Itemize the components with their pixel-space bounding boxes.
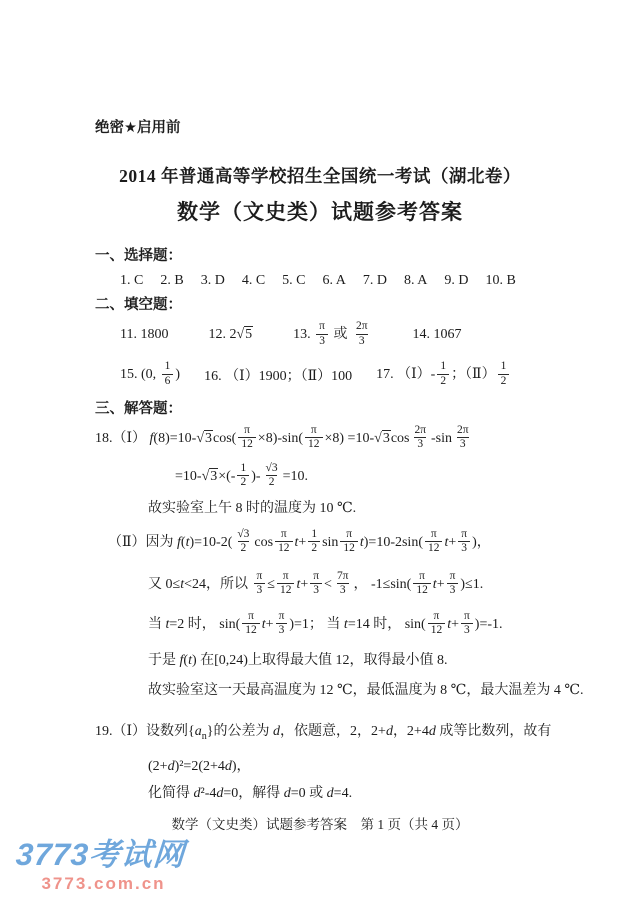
- solution-18-part2-conclusion: 故实验室这一天最高温度为 12 ℃，最低温度为 8 ℃，最大温差为 4 ℃.: [148, 683, 584, 698]
- fill-answer-item: 13. $\frac{\pi}{3}$ 或 $\frac{2\pi}{3}$: [293, 320, 368, 347]
- fill-answers-row-2: [120, 357, 545, 393]
- fill-answers-row-1: [120, 317, 545, 353]
- page-footer: 数学（文史类）试题参考答案 第 1 页（共 4 页）: [171, 816, 469, 832]
- fill-answer-item: 11. 1800: [120, 327, 169, 342]
- choice-answer-item: 7. D: [362, 273, 387, 288]
- choice-answer-item: 1. C: [120, 273, 144, 288]
- choice-answers-row: [120, 271, 545, 291]
- exam-title: 2014 年普通高等学校招生全国统一考试（湖北卷）: [119, 166, 521, 186]
- choice-answer-item: 5. C: [282, 273, 306, 288]
- answer-key-title: 数学（文史类）试题参考答案: [177, 201, 463, 224]
- choice-answer-item: 4. C: [241, 273, 266, 288]
- fill-answer-item: 14. 1067: [412, 327, 462, 342]
- section-choice-heading: 一、选择题：: [95, 248, 182, 264]
- solution-18-part2-line4: 于是 f(t) 在[0,24)上取得最大值 12，取得最小值 8.: [148, 653, 448, 668]
- solution-18-part2-line2: 又 0≤t<24，所以 $\frac{\pi}{3}$ ≤ $\frac{\pi}{12}$ t+ $\frac{\pi}{3}$ < $\frac{7\pi}{3}$ ， -1≤sin( $\frac{\pi}{12}$ t+ $\frac{\pi}{3}$ )≤1.: [148, 570, 484, 597]
- fill-answer-item: 16. （Ⅰ）1900；（Ⅱ）100: [204, 369, 353, 384]
- solution-19-part1-line1: 19.（Ⅰ）设数列$\{a_n\}$的公差为 d，依题意，2，2+d，2+4d 成等比数列，故有: [95, 724, 552, 742]
- choice-answer-item: 10. B: [485, 273, 516, 288]
- choice-answer-item: 3. D: [200, 273, 225, 288]
- choice-answer-item: 9. D: [444, 273, 469, 288]
- fill-answer-item: 12. 2√5: [208, 327, 253, 342]
- section-solution-heading: 三、解答题：: [95, 401, 182, 417]
- fill-answer-item: 17. （Ⅰ）- $\frac{1}{2}$ ；（Ⅱ） $\frac{1}{2}$: [376, 361, 511, 388]
- solution-18-part1-conclusion: 故实验室上午 8 时的温度为 10 ℃.: [148, 501, 357, 516]
- solution-19-part1-line3: 化简得 d²-4d=0，解得 d=0 或 d=4.: [148, 785, 353, 801]
- choice-answer-item: 6. A: [322, 273, 346, 288]
- solution-18-part1-line1: 18.（Ⅰ） f(8)=10-√3cos( $\frac{\pi}{12}$ ×8)-sin( $\frac{\pi}{12}$ ×8) =10-√3cos $\frac{2\pi}{3}$ -sin $\frac{2\pi}{3}$: [95, 424, 469, 451]
- watermark-site-url: 3773.com.cn: [41, 874, 166, 893]
- solution-18-part2-line1: （Ⅱ）因为 f(t)=10-2( $\frac{√3}{2}$ cos $\frac{\pi}{12}$ t+ $\frac{1}{2}$ sin $\frac{\pi}{12}$ t)=10-2sin( $\frac{\pi}{12}$ t+ $\frac{\pi}{3}$ )，: [108, 528, 491, 555]
- watermark-logo: [16, 838, 191, 894]
- section-fill-heading: 二、填空题：: [95, 297, 182, 313]
- solution-19-part1-line2: (2+d)²=2(2+4d)，: [148, 758, 251, 774]
- fill-answer-item: 15. (0, $\frac{1}{6}$ ): [120, 360, 181, 387]
- choice-answer-item: 8. A: [403, 273, 428, 288]
- watermark-site-name: 3773考试网: [14, 837, 187, 872]
- secret-classification-label: 绝密★启用前: [95, 120, 181, 136]
- choice-answer-item: 2. B: [160, 273, 184, 288]
- solution-18-part2-line3: 当 t=2 时， sin( $\frac{\pi}{12}$ t+ $\frac{\pi}{3}$ )=1； 当 t=14 时， sin( $\frac{\pi}{12}$ t+ $\frac{\pi}{3}$ )=-1.: [148, 610, 503, 637]
- solution-18-part1-line2: =10-√3×(- $\frac{1}{2}$ )- $\frac{√3}{2}$ =10.: [175, 462, 308, 489]
